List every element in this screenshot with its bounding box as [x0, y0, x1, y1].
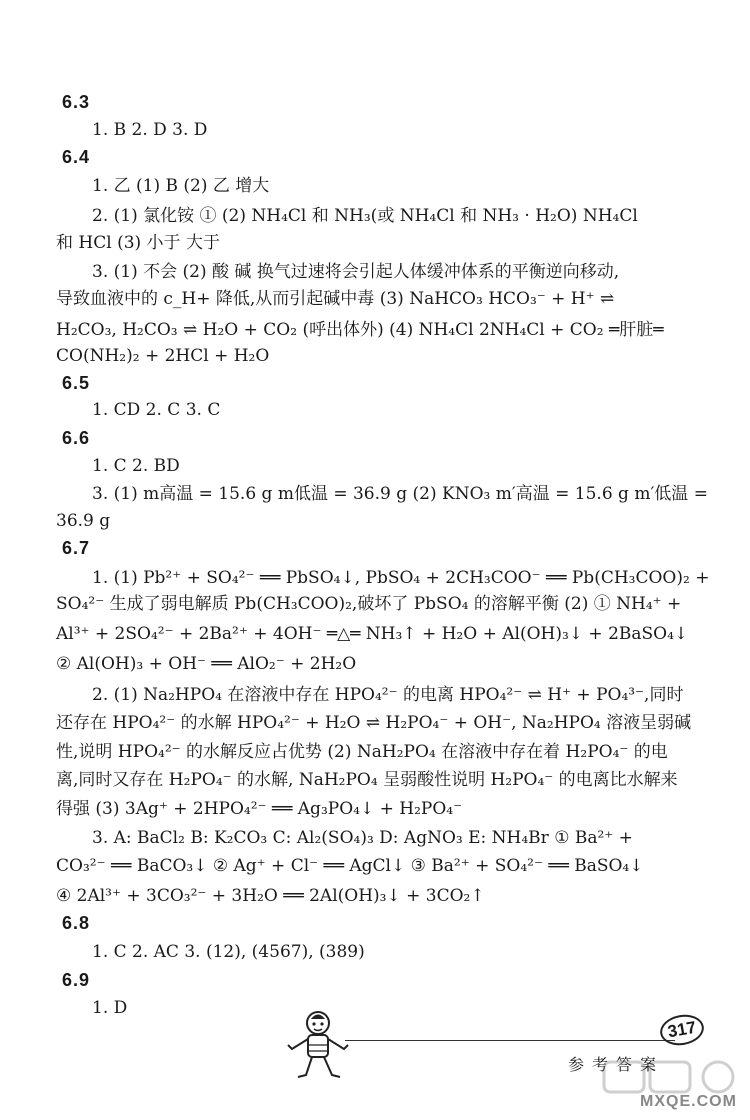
answer-line: 3. (1) m高温 = 15.6 g m低温 = 36.9 g (2) KNO₃ m′高温 = 15.6 g m′低温 = [92, 484, 708, 504]
answer-line: H₂CO₃, H₂CO₃ ⇌ H₂O + CO₂ (呼出体外) (4) NH₄Cl 2NH₄Cl + CO₂ ═肝脏═ [56, 320, 664, 340]
answer-line: 得强 (3) 3Ag⁺ + 2HPO₄²⁻ ══ Ag₃PO₄↓ + H₂PO₄⁻ [56, 799, 463, 819]
answer-line: 2. (1) 氯化铵 ① (2) NH₄Cl 和 NH₃(或 NH₄Cl 和 NH₃ · H₂O) NH₄Cl [92, 206, 638, 226]
mascot-illustration [278, 1005, 358, 1085]
section-heading-6-5: 6.5 [62, 373, 91, 393]
answer-line: 1. 乙 (1) B (2) 乙 增大 [92, 176, 270, 196]
answer-line: ② Al(OH)₃ + OH⁻ ══ AlO₂⁻ + 2H₂O [56, 654, 357, 674]
section-heading-6-8: 6.8 [62, 913, 91, 933]
section-heading-6-7: 6.7 [62, 538, 91, 558]
answer-line: SO₄²⁻ 生成了弱电解质 Pb(CH₃COO)₂,破坏了 PbSO₄ 的溶解平衡 (2) ① NH₄⁺ + [56, 594, 682, 614]
footer-rule [345, 1040, 675, 1041]
section-heading-6-3: 6.3 [62, 92, 91, 112]
answer-line: 离,同时又存在 H₂PO₄⁻ 的水解, NaH₂PO₄ 呈弱酸性说明 H₂PO₄⁻ 的电离比水解来 [56, 770, 678, 790]
answer-line: 和 HCl (3) 小于 大于 [56, 233, 220, 253]
answer-line: ④ 2Al³⁺ + 3CO₃²⁻ + 3H₂O ══ 2Al(OH)₃↓ + 3CO₂↑ [56, 886, 485, 906]
answer-line: 还存在 HPO₄²⁻ 的水解 HPO₄²⁻ + H₂O ⇌ H₂PO₄⁻ + OH⁻, Na₂HPO₄ 溶液呈弱碱 [56, 713, 692, 733]
watermark-text: MXQE.COM [640, 1093, 737, 1110]
answer-line: 3. A: BaCl₂ B: K₂CO₃ C: Al₂(SO₄)₃ D: AgNO₃ E: NH₄Br ① Ba²⁺ + [92, 828, 633, 848]
answer-line: 3. (1) 不会 (2) 酸 碱 换气过速将会引起人体缓冲体系的平衡逆向移动, [92, 262, 620, 282]
answer-line: 1. C 2. BD [92, 456, 180, 476]
section-heading-6-4: 6.4 [62, 147, 91, 167]
answer-line: Al³⁺ + 2SO₄²⁻ + 2Ba²⁺ + 4OH⁻ ═△═ NH₃↑ + H₂O + Al(OH)₃↓ + 2BaSO₄↓ [56, 624, 689, 644]
footer-section-label: 参考答案 [568, 1055, 665, 1074]
answer-line: 1. (1) Pb²⁺ + SO₄²⁻ ══ PbSO₄↓, PbSO₄ + 2CH₃COO⁻ ══ Pb(CH₃COO)₂ + [92, 568, 710, 588]
section-heading-6-9: 6.9 [62, 970, 91, 990]
answer-line: CO(NH₂)₂ + 2HCl + H₂O [56, 346, 270, 366]
answer-line: CO₃²⁻ ══ BaCO₃↓ ② Ag⁺ + Cl⁻ ══ AgCl↓ ③ Ba²⁺ + SO₄²⁻ ══ BaSO₄↓ [56, 856, 644, 876]
answer-line: 1. C 2. AC 3. (12), (4567), (389) [92, 942, 365, 962]
answer-line: 36.9 g [56, 511, 111, 531]
answer-line: 性,说明 HPO₄²⁻ 的水解反应占优势 (2) NaH₂PO₄ 在溶液中存在着 H₂PO₄⁻ 的电 [56, 742, 668, 762]
answer-line: 1. CD 2. C 3. C [92, 400, 221, 420]
section-heading-6-6: 6.6 [62, 428, 91, 448]
answer-line: 导致血液中的 c_H+ 降低,从而引起碱中毒 (3) NaHCO₃ HCO₃⁻ + H⁺ ⇌ [56, 289, 615, 309]
answer-line: 2. (1) Na₂HPO₄ 在溶液中存在 HPO₄²⁻ 的电离 HPO₄²⁻ ⇌ H⁺ + PO₄³⁻,同时 [92, 685, 684, 705]
page-number: 317 [658, 1011, 707, 1048]
answer-line: 1. B 2. D 3. D [92, 120, 208, 140]
answer-line: 1. D [92, 998, 128, 1018]
